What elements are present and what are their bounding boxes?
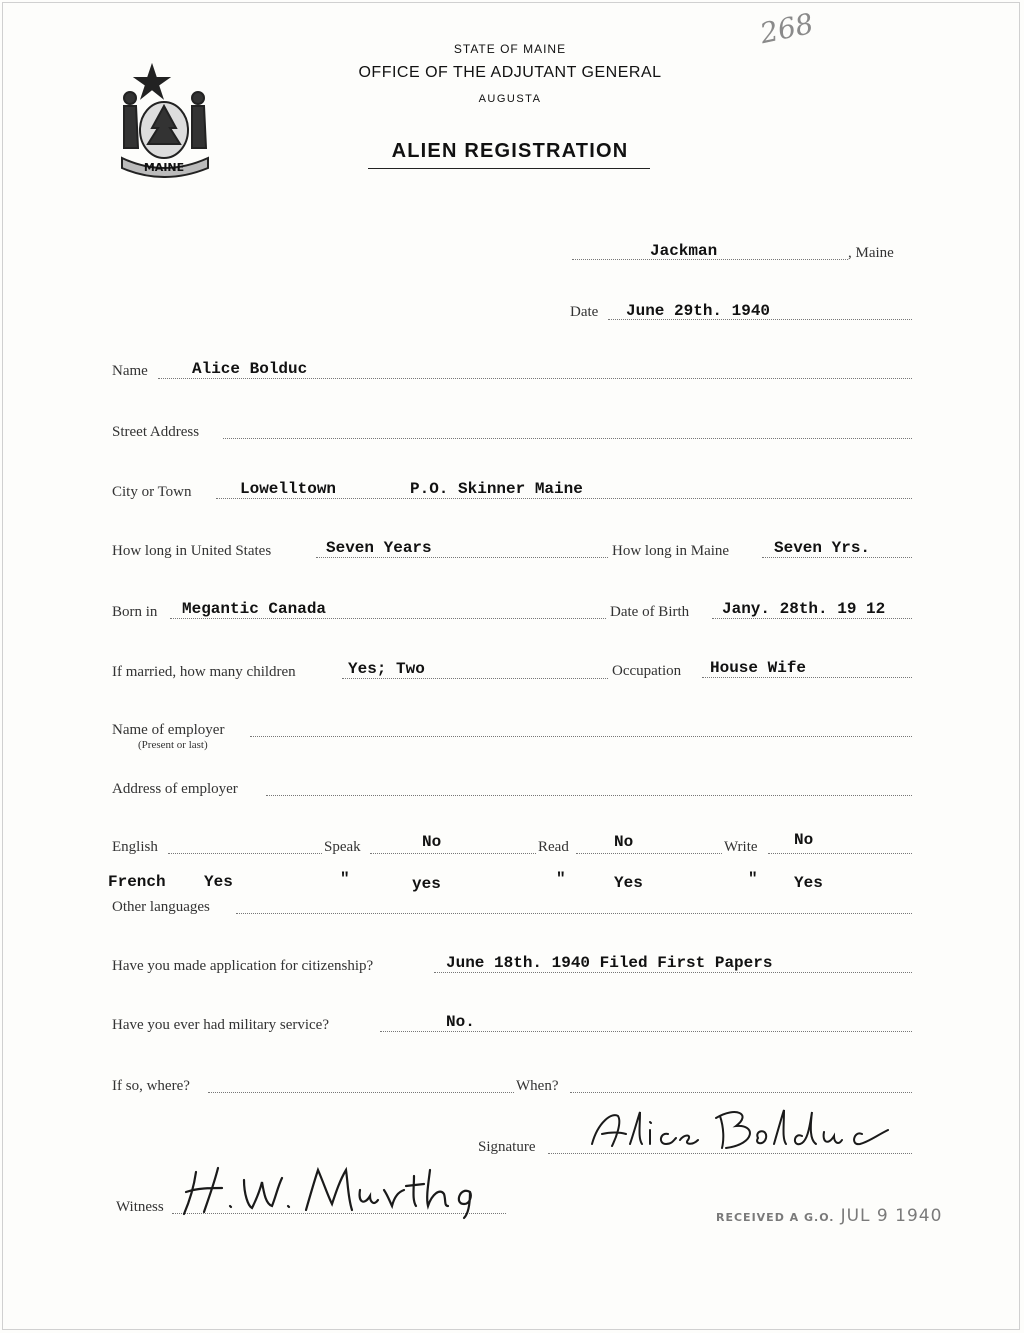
received-stamp-date: JUL 9 1940 (840, 1206, 943, 1226)
dob-value: Jany. 28th. 19 12 (722, 600, 886, 618)
city-value-po: P.O. Skinner Maine (410, 480, 583, 498)
how-long-maine-value: Seven Yrs. (774, 539, 871, 557)
name-label: Name (112, 363, 148, 379)
born-in-value: Megantic Canada (182, 600, 327, 618)
signature-label: Signature (478, 1139, 536, 1155)
header-state: STATE OF MAINE (453, 42, 567, 56)
street-line (223, 437, 912, 439)
other-language-value: Yes (204, 873, 233, 891)
english-line (168, 852, 322, 854)
other-language-name: French (108, 873, 166, 891)
employer-address-label: Address of employer (112, 781, 238, 797)
name-value: Alice Bolduc (192, 360, 308, 378)
employer-name-line (250, 735, 912, 737)
occupation-label: Occupation (612, 663, 682, 679)
ditto-mark-speak: " (340, 870, 350, 888)
archive-number: 268 (757, 6, 817, 51)
ditto-mark-read: " (556, 870, 566, 888)
write-value: No (794, 831, 814, 849)
street-label: Street Address (112, 424, 200, 440)
other-language-speak: yes (412, 875, 441, 893)
speak-value: No (422, 833, 442, 851)
military-label: Have you ever had military service? (112, 1017, 329, 1033)
when-label: When? (516, 1078, 559, 1094)
write-line (768, 852, 912, 854)
military-value: No. (446, 1013, 475, 1031)
svg-text:MAINE: MAINE (143, 161, 185, 174)
city-value: Lowelltown (240, 480, 337, 498)
born-in-label: Born in (112, 604, 158, 620)
other-languages-line (236, 912, 912, 914)
when-line (570, 1091, 912, 1093)
place-value: Jackman (650, 242, 718, 260)
employer-address-line (266, 794, 912, 796)
state-seal-logo (112, 58, 217, 178)
employer-name-sublabel: (Present or last) (138, 739, 208, 751)
title-underline (368, 168, 650, 169)
witness-label: Witness (116, 1199, 164, 1215)
speak-line (370, 852, 536, 854)
write-label: Write (724, 839, 758, 855)
received-stamp (716, 1206, 942, 1226)
date-value: June 29th. 1940 (626, 302, 771, 320)
children-label: If married, how many children (112, 664, 296, 680)
applicant-signature (588, 1104, 900, 1160)
witness-signature (178, 1160, 478, 1220)
speak-label: Speak (324, 839, 361, 855)
header-office: OFFICE OF THE ADJUTANT GENERAL (358, 64, 662, 81)
where-line (208, 1091, 514, 1093)
employer-name-label: Name of employer (112, 722, 225, 738)
how-long-us-value: Seven Years (326, 539, 432, 557)
form-title: ALIEN REGISTRATION (391, 140, 629, 162)
citizenship-value: June 18th. 1940 Filed First Papers (446, 954, 773, 972)
children-value: Yes; Two (348, 660, 425, 678)
city-label: City or Town (112, 484, 192, 500)
how-long-us-label: How long in United States (112, 543, 272, 559)
other-languages-label: Other languages (112, 899, 210, 915)
ditto-mark-write: " (748, 870, 758, 888)
other-language-read: Yes (614, 874, 643, 892)
received-stamp-text: RECEIVED A G.O. (716, 1211, 835, 1224)
header-city: AUGUSTA (478, 93, 542, 105)
occupation-value: House Wife (710, 659, 807, 677)
read-line (576, 852, 722, 854)
dob-label: Date of Birth (610, 604, 690, 620)
other-language-write: Yes (794, 874, 823, 892)
read-value: No (614, 833, 634, 851)
place-suffix: , Maine (848, 245, 894, 261)
english-label: English (112, 839, 158, 855)
citizenship-label: Have you made application for citizenship? (112, 958, 374, 974)
read-label: Read (538, 839, 569, 855)
how-long-maine-label: How long in Maine (612, 543, 730, 559)
date-label: Date (570, 304, 599, 320)
where-label: If so, where? (112, 1078, 190, 1094)
